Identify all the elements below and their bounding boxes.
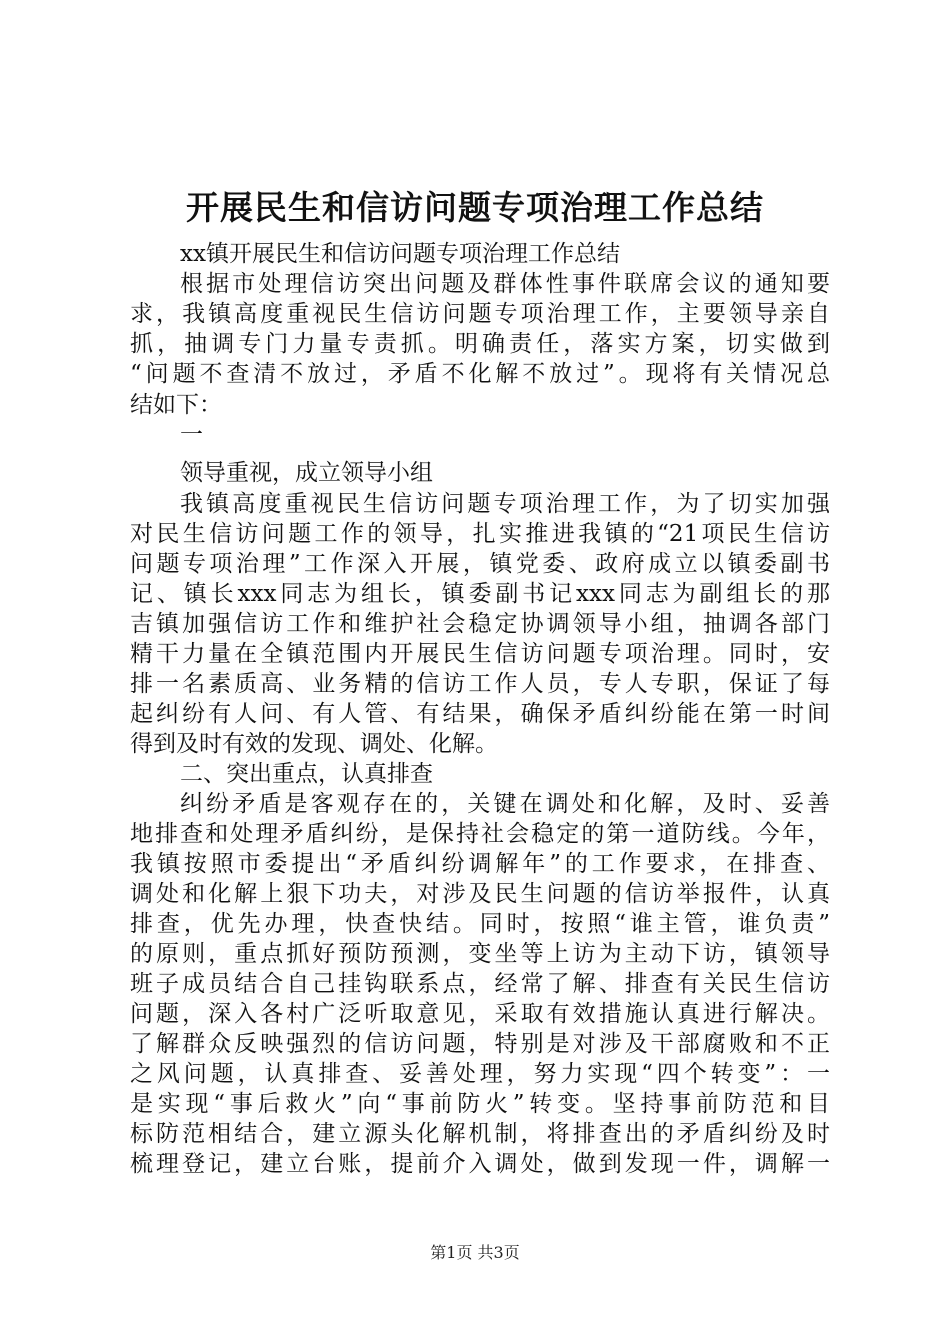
page-number: 第1页 共3页 <box>430 1243 520 1262</box>
text-line: 地排查和处理矛盾纠纷，是保持社会稳定的第一道防线。今年， <box>130 821 830 847</box>
text-line: 排查，优先办理，快查快结。同时，按照“谁主管，谁负责” <box>130 911 830 937</box>
text-line: 我镇高度重视民生信访问题专项治理工作，为了切实加强 <box>180 491 830 517</box>
document-title: 开展民生和信访问题专项治理工作总结 <box>186 188 764 227</box>
text-line: 得到及时有效的发现、调处、化解。 <box>130 731 498 757</box>
text-line: 问题专项治理”工作深入开展，镇党委、政府成立以镇委副书 <box>130 551 830 577</box>
text-line: 结如下： <box>130 392 222 418</box>
text-line: “问题不查清不放过，矛盾不化解不放过”。现将有关情况总 <box>130 361 830 387</box>
text-line: 记、镇长xxx同志为组长，镇委副书记xxx同志为副组长的那 <box>130 581 830 607</box>
text-line: 纠纷矛盾是客观存在的，关键在调处和化解，及时、妥善 <box>180 791 830 817</box>
text-line: 了解群众反映强烈的信访问题，特别是对涉及干部腐败和不正 <box>130 1031 830 1057</box>
text-line: 精干力量在全镇范围内开展民生信访问题专项治理。同时，安 <box>130 641 830 667</box>
text-line: 的原则，重点抓好预防预测，变坐等上访为主动下访，镇领导 <box>130 941 830 967</box>
text-line: 起纠纷有人问、有人管、有结果，确保矛盾纠纷能在第一时间 <box>130 701 830 727</box>
text-line: 排一名素质高、业务精的信访工作人员，专人专职，保证了每 <box>130 671 830 697</box>
text-line: 对民生信访问题工作的领导，扎实推进我镇的“21项民生信访 <box>130 521 830 547</box>
subtitle-line: xx镇开展民生和信访问题专项治理工作总结 <box>180 241 620 267</box>
text-line: 调处和化解上狠下功夫，对涉及民生问题的信访举报件，认真 <box>130 881 830 907</box>
text-line: 标防范相结合，建立源头化解机制，将排查出的矛盾纠纷及时 <box>130 1121 830 1147</box>
text-line: 梳理登记，建立台账，提前介入调处，做到发现一件，调解一 <box>130 1151 830 1177</box>
text-line: 根据市处理信访突出问题及群体性事件联席会议的通知要 <box>180 271 830 297</box>
section-heading: 领导重视，成立领导小组 <box>180 460 433 486</box>
text-line: 之风问题，认真排查、妥善处理，努力实现“四个转变”：一 <box>130 1061 830 1087</box>
section-number: 一 <box>180 422 203 448</box>
text-line: 问题，深入各村广泛听取意见，采取有效措施认真进行解决。 <box>130 1001 830 1027</box>
text-line: 抓，抽调专门力量专责抓。明确责任，落实方案，切实做到 <box>130 331 830 357</box>
text-line: 是实现“事后救火”向“事前防火”转变。坚持事前防范和目 <box>130 1091 830 1117</box>
text-line: 我镇按照市委提出“矛盾纠纷调解年”的工作要求，在排查、 <box>130 851 830 877</box>
text-line: 求，我镇高度重视民生信访问题专项治理工作，主要领导亲自 <box>130 301 830 327</box>
text-line: 吉镇加强信访工作和维护社会稳定协调领导小组，抽调各部门 <box>130 611 830 637</box>
section-heading: 二、突出重点，认真排查 <box>180 761 433 787</box>
text-line: 班子成员结合自己挂钩联系点，经常了解、排查有关民生信访 <box>130 971 830 997</box>
